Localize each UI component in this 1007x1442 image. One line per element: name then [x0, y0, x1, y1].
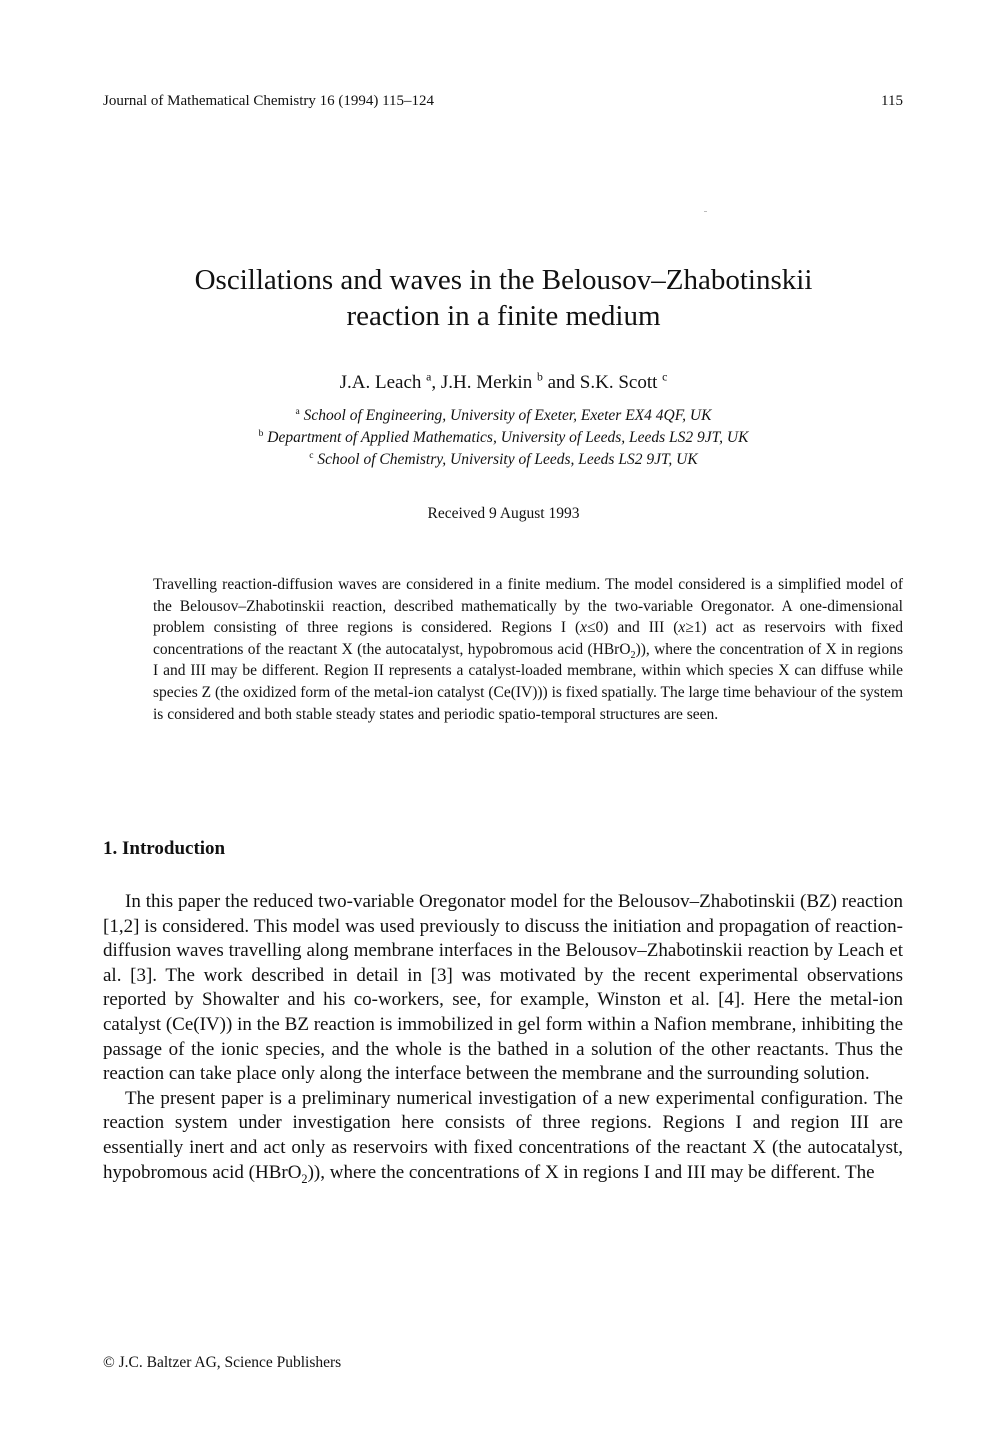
- abstract-math: x≤: [580, 619, 596, 637]
- affiliations: [60, 405, 947, 471]
- affiliation-text: Department of Applied Mathematics, University of Leeds, Leeds LS2 9JT, UK: [267, 429, 749, 446]
- abstract-subscript: 2: [630, 649, 636, 661]
- affiliation-text: School of Chemistry, University of Leeds, Leeds LS2 9JT, UK: [317, 451, 698, 468]
- affiliation-text: School of Engineering, University of Exeter, Exeter EX4 4QF, UK: [303, 407, 712, 424]
- author-name: J.A. Leach: [339, 372, 422, 393]
- abstract-text: 0) and III (: [595, 619, 679, 637]
- author-name: J.H. Merkin: [440, 372, 533, 393]
- paragraph-1: In this paper the reduced two-variable Oregonator model for the Belousov–Zhabotinskii (BZ) reaction [1,2] is considered. This model was used previously to discuss the initiation and propagation of reaction-diffusion waves travelling along membrane interfaces in the Belousov–Zhabotinskii reaction by Leach et al. [3]. The work described in detail in [3] was motivated by the recent experimental observations reported by Showalter and his co-workers, see, for example, Winston et al. [4]. Here the metal-ion catalyst (Ce(IV)) in the BZ reaction is immobilized in gel form within a Nafion membrane, inhibiting the passage of the ionic species, and the whole is the bathed in a solution of the other reactants. Thus the reaction can take place only along the interface between the membrane and the surrounding solution.: [103, 891, 903, 1085]
- body-text: [103, 890, 903, 1185]
- author-name: S.K. Scott: [579, 372, 658, 393]
- abstract-text: )), where the concentration of X in regions I and III may be different. Region II represents a catalyst-loaded membrane, within which species X can diffuse while species Z (the oxidized form of the metal-ion catalyst (Ce(IV))) is fixed spatially. The large time behaviour of the system is considered and both stable steady states and periodic spatio-temporal structures are seen.: [153, 640, 903, 723]
- publisher-footer: © J.C. Baltzer AG, Science Publishers: [103, 1354, 342, 1371]
- journal-citation: Journal of Mathematical Chemistry 16 (1994) 115–124: [103, 93, 435, 109]
- title-line-1: Oscillations and waves in the Belousov–Zhabotinskii: [194, 264, 813, 296]
- affiliation-mark: a: [295, 405, 300, 417]
- paper-title: [60, 262, 947, 334]
- author-affil-mark: c: [662, 370, 668, 384]
- received-date: Received 9 August 1993: [427, 505, 580, 522]
- author-list: [60, 372, 947, 394]
- abstract-text: 1) act as reservoirs with fixed concentrations of the reactant X (the autocatalyst, hypobromous acid (HBrO: [153, 619, 903, 658]
- paragraph-2: [103, 1087, 903, 1185]
- author-affil-mark: b: [536, 370, 543, 384]
- section-heading: 1. Introduction: [103, 838, 226, 859]
- author-separator: ,: [431, 372, 441, 393]
- abstract-text: Travelling reaction-diffusion waves are considered in a finite medium. The model considered is a simplified model of the Belousov–Zhabotinskii reaction, described mathematically by the two-variable Oregonator. A one-dimensional problem consisting of three regions is considered. Regions I (: [153, 576, 903, 637]
- page-number: 115: [881, 93, 903, 109]
- scan-speck: [704, 211, 707, 212]
- running-header: [103, 93, 903, 117]
- author-affil-mark: a: [426, 370, 432, 384]
- affiliation-item: [60, 449, 947, 471]
- affiliation-item: [60, 405, 947, 427]
- abstract: [153, 574, 903, 725]
- paragraph-subscript: 2: [301, 1171, 308, 1186]
- title-line-2: reaction in a finite medium: [346, 300, 661, 332]
- affiliation-mark: b: [258, 427, 264, 439]
- affiliation-item: [60, 427, 947, 449]
- abstract-math: x≥: [678, 619, 694, 637]
- paragraph-text: The present paper is a preliminary numerical investigation of a new experimental configuration. The reaction system under investigation here consists of three regions. Regions I and region III are essentially inert and act only as reservoirs with fixed concentrations of the reactant X (the autocatalyst, hypobromous acid (HBrO: [103, 1087, 903, 1183]
- paragraph-text: )), where the concentrations of X in regions I and III may be different. The: [307, 1161, 875, 1183]
- author-separator: and: [542, 372, 580, 393]
- affiliation-mark: c: [309, 449, 314, 461]
